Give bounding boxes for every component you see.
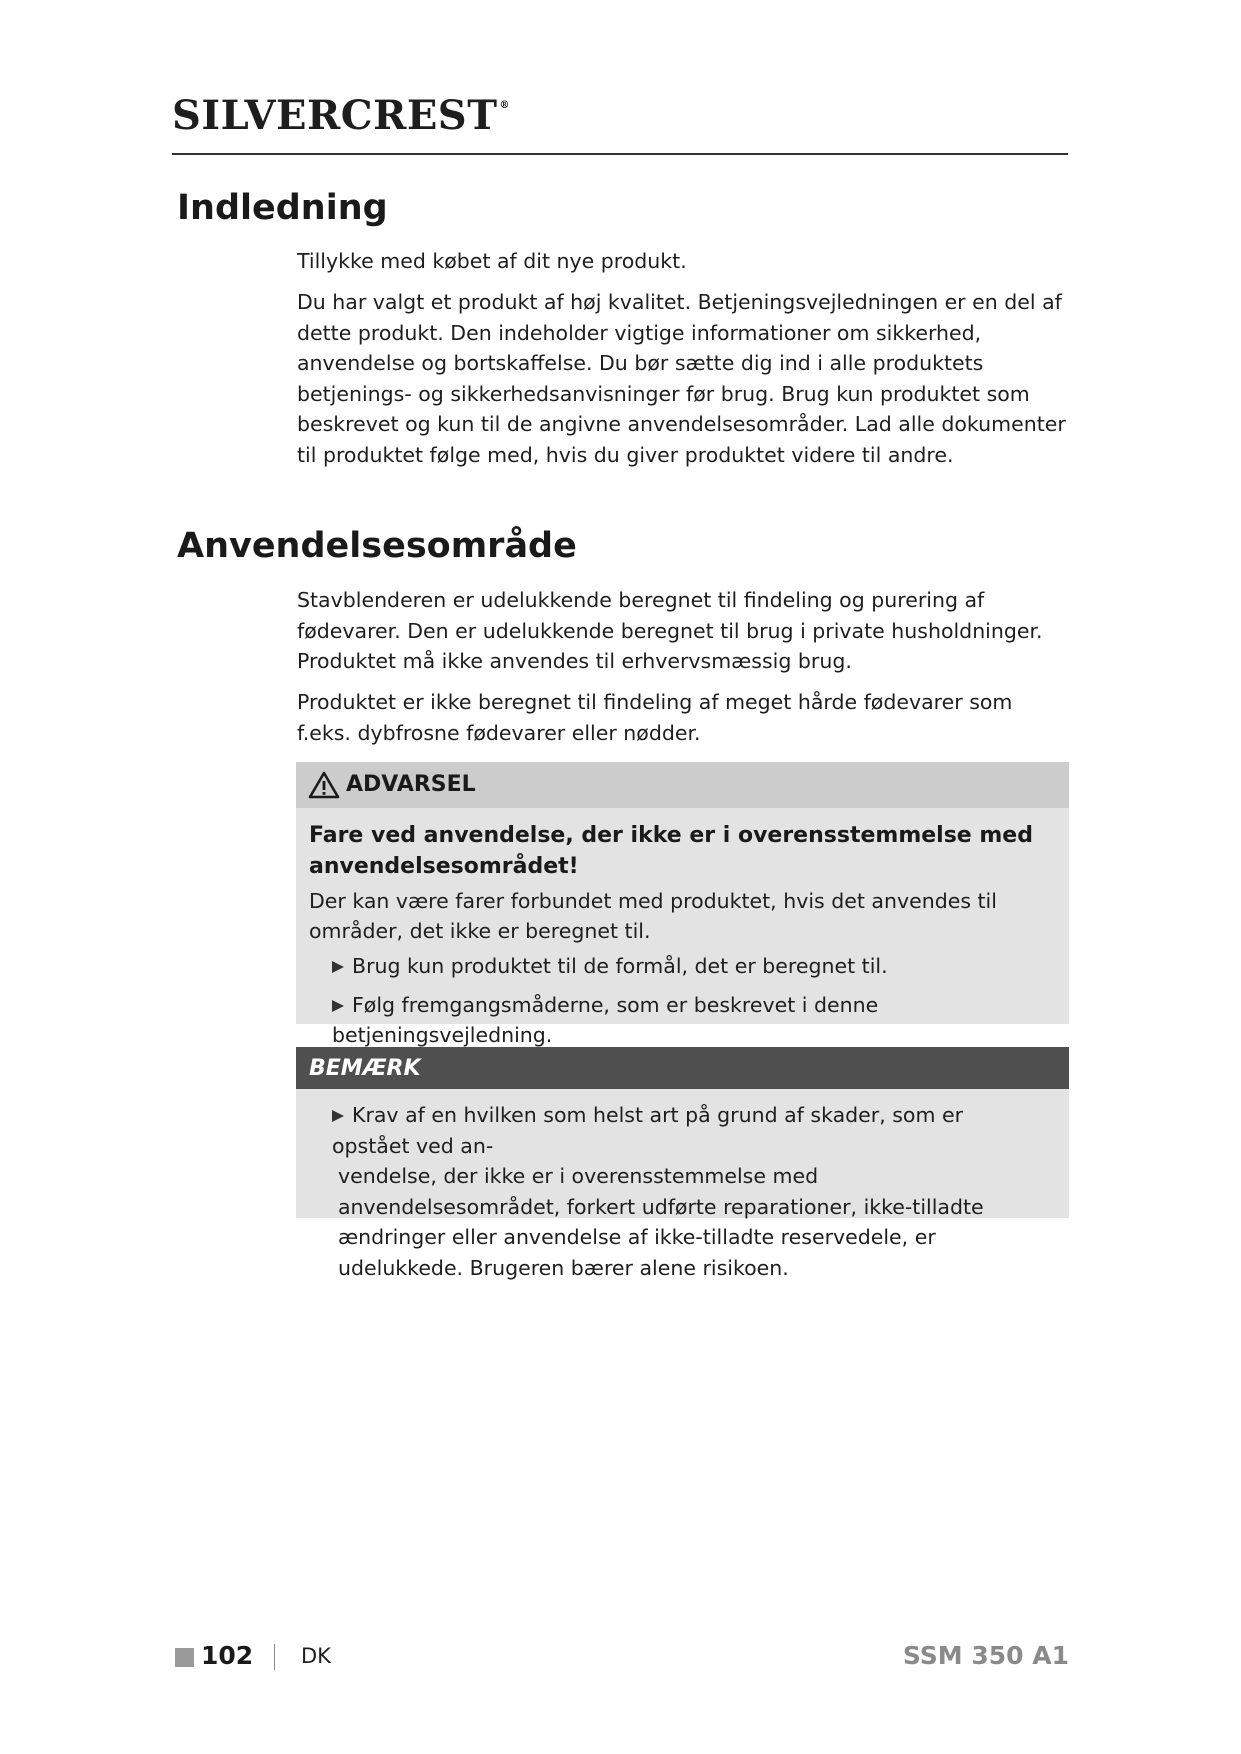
footer-separator — [274, 1644, 275, 1670]
intro-paragraph-1: Tillykke med købet af dit nye produkt. — [297, 249, 687, 273]
usage-paragraph-1: Stavblenderen er udelukkende beregnet til findeling og purering af fødevarer. Den er udelukkende beregnet til brug i private husholdninger. Produktet må ikke anvendes til erhvervsmæssig brug. — [297, 588, 1043, 673]
note-bullet-first-line: Krav af en hvilken som helst art på grund af skader, som er opstået ved an- — [332, 1103, 963, 1158]
heading-intro: Indledning — [177, 188, 388, 228]
warning-triangle-icon — [308, 771, 340, 799]
warning-text: Der kan være farer forbundet med produktet, hvis det anvendes til områder, det ikke er beregnet til. — [309, 889, 997, 943]
brand-logo — [172, 92, 510, 142]
footer-square — [175, 1648, 194, 1667]
usage-paragraph-2: Produktet er ikke beregnet til findeling af meget hårde fødevarer som f.eks. dybfrosne fødevarer eller nødder. — [297, 690, 1013, 745]
note-header — [296, 1047, 1069, 1089]
note-bullet-rest: vendelse, der ikke er i overensstemmelse med anvendelsesområdet, forkert udførte reparationer, ikke-tilladte ændringer eller anvendelse af ikke-tilladte reservedele, er udelukkede. Brugeren bærer alene risikoen. — [338, 1164, 984, 1280]
footer-model: SSM 350 A1 — [902, 1641, 1069, 1670]
header-rule — [172, 153, 1068, 155]
warning-bullet-1-text: Brug kun produktet til de formål, det er beregnet til. — [352, 954, 888, 978]
bullet-arrow-icon — [332, 1000, 344, 1012]
intro-paragraph-2: Du har valgt et produkt af høj kvalitet. Betjeningsvejledningen er en del af dette produkt. Den indeholder vigtige informationer om sikkerhed, anvendelse og bortskaffelse. Du bør sætte dig ind i alle produktets betjenings- og sikkerhedsanvisninger før brug. Brug kun produktet som beskrevet og kun til de angivne anvendelsesområder. Lad alle dokumenter til produktet følge med, hvis du giver produktet videre til andre. — [297, 290, 1066, 467]
warning-header — [296, 762, 1069, 808]
warning-bullet-2 — [332, 990, 1057, 1050]
note-box — [296, 1047, 1069, 1280]
footer-language: DK — [301, 1644, 331, 1668]
brand-name: SILVERCREST — [172, 92, 498, 139]
warning-subtitle: Fare ved anvendelse, der ikke er i overensstemmelse med anvendelsesområdet! — [309, 823, 1033, 879]
note-label: BEMÆRK — [309, 1056, 421, 1081]
warning-bullet-2-text: Følg fremgangsmåderne, som er beskrevet i denne betjeningsvejledning. — [332, 993, 879, 1047]
warning-box — [296, 762, 1069, 1047]
warning-label: ADVARSEL — [346, 772, 476, 797]
note-bullet — [332, 1100, 1044, 1283]
warning-bullet-1 — [332, 951, 1057, 981]
bullet-arrow-icon — [332, 1110, 344, 1122]
bullet-arrow-icon — [332, 961, 344, 973]
heading-usage: Anvendelsesområde — [177, 526, 577, 566]
registered-mark: ® — [499, 100, 510, 111]
page-number: 102 — [201, 1641, 254, 1670]
